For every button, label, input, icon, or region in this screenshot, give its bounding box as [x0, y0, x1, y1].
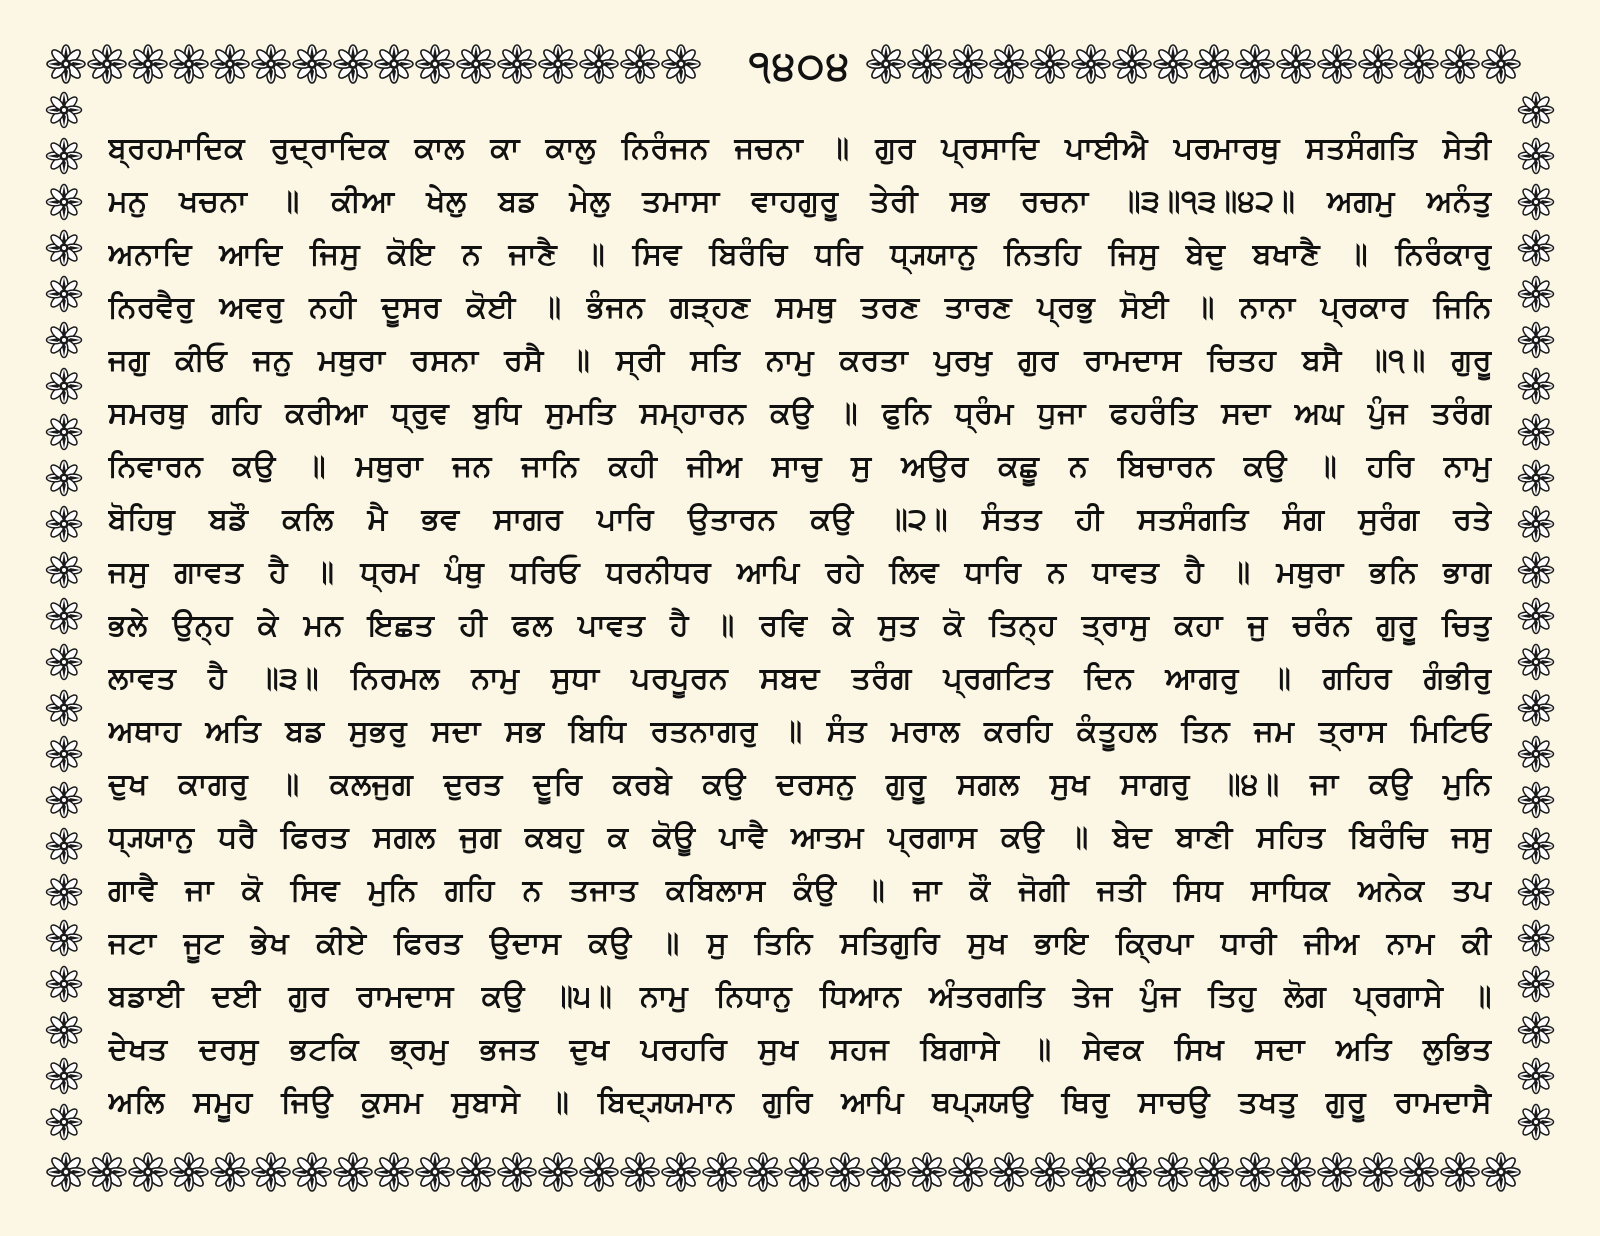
flower-ornament-icon — [1519, 93, 1554, 128]
flower-ornament-icon — [47, 1105, 82, 1140]
flower-ornament-icon — [1277, 45, 1315, 83]
flower-ornament-icon — [47, 277, 82, 312]
flower-ornament-icon — [908, 45, 946, 83]
flower-ornament-icon — [47, 691, 82, 726]
flower-ornament-icon — [47, 415, 82, 450]
flower-ornament-icon — [211, 45, 249, 83]
flower-ornament-icon — [949, 1153, 987, 1191]
flower-ornament-icon — [457, 45, 495, 83]
flower-ornament-icon — [88, 1153, 126, 1191]
text-line-9: ਜਸੁ ਗਾਵਤ ਹੈ ॥ ਧ੍ਰਮ ਪੰਥੁ ਧਰਿਓ ਧਰਨੀਧਰ ਆਪਿ ਰਹੇ ਲਿਵ ਧਾਰਿ ਨ ਧਾਵਤ ਹੈ ॥ ਮਥੁਰਾ ਭਨਿ ਭਾਗ — [108, 555, 1492, 590]
flower-ornament-icon — [88, 45, 126, 83]
flower-ornament-icon — [1277, 1153, 1315, 1191]
flower-ornament-icon — [47, 139, 82, 174]
flower-ornament-icon — [949, 45, 987, 83]
flower-ornament-icon — [498, 45, 536, 83]
flower-ornament-icon — [47, 1153, 85, 1191]
flower-ornament-icon — [1519, 645, 1554, 680]
page-number: ੧੪੦੪ — [748, 43, 852, 89]
flower-ornament-icon — [1400, 45, 1438, 83]
scripture-text — [108, 122, 1492, 1120]
flower-ornament-icon — [47, 645, 82, 680]
flower-ornament-icon — [785, 1153, 823, 1191]
flower-ornament-icon — [47, 323, 82, 358]
flower-ornament-icon — [47, 45, 85, 83]
text-line-17: ਬਡਾਈ ਦਈ ਗੁਰ ਰਾਮਦਾਸ ਕਉ ॥੫॥ ਨਾਮੁ ਨਿਧਾਨੁ ਧਿਆਨ ਅੰਤਰਗਤਿ ਤੇਜ ਪੁੰਜ ਤਿਹੁ ਲੋਗ ਪ੍ਰਗਾਸੇ ॥ — [108, 979, 1492, 1014]
flower-ornament-icon — [1236, 1153, 1274, 1191]
flower-ornament-icon — [1519, 1013, 1554, 1048]
flower-ornament-icon — [1519, 737, 1554, 772]
flower-ornament-icon — [375, 1153, 413, 1191]
flower-ornament-icon — [1113, 1153, 1151, 1191]
flower-ornament-icon — [1318, 45, 1356, 83]
flower-ornament-icon — [1113, 45, 1151, 83]
flower-ornament-icon — [293, 1153, 331, 1191]
flower-ornament-icon — [1482, 45, 1520, 83]
flower-ornament-icon — [867, 1153, 905, 1191]
flower-ornament-icon — [1519, 1059, 1554, 1094]
flower-ornament-icon — [1519, 691, 1554, 726]
flower-ornament-icon — [334, 1153, 372, 1191]
flower-ornament-icon — [539, 45, 577, 83]
flower-ornament-icon — [47, 1059, 82, 1094]
flower-ornament-icon — [47, 461, 82, 496]
flower-ornament-icon — [826, 1153, 864, 1191]
flower-ornament-icon — [1519, 139, 1554, 174]
text-line-13: ਦੁਖ ਕਾਗਰੁ ॥ ਕਲਜੁਗ ਦੁਰਤ ਦੂਰਿ ਕਰਬੇ ਕਉ ਦਰਸਨੁ ਗੁਰੂ ਸਗਲ ਸੁਖ ਸਾਗਰੁ ॥੪॥ ਜਾ ਕਉ ਮੁਨਿ — [108, 767, 1492, 802]
flower-ornament-icon — [47, 829, 82, 864]
flower-ornament-icon — [621, 45, 659, 83]
flower-ornament-icon — [867, 45, 905, 83]
flower-ornament-icon — [908, 1153, 946, 1191]
flower-ornament-icon — [416, 1153, 454, 1191]
flower-ornament-icon — [1031, 1153, 1069, 1191]
text-line-12: ਅਥਾਹ ਅਤਿ ਬਡ ਸੁਭਰੁ ਸਦਾ ਸਭ ਬਿਧਿ ਰਤਨਾਗਰੁ ॥ ਸੰਤ ਮਰਾਲ ਕਰਹਿ ਕੰਤੂਹਲ ਤਿਨ ਜਮ ਤ੍ਰਾਸ ਮਿਟਿਓ — [108, 714, 1492, 749]
flower-ornament-icon — [1519, 783, 1554, 818]
flower-ornament-icon — [1519, 415, 1554, 450]
flower-ornament-icon — [47, 783, 82, 818]
flower-ornament-icon — [1441, 45, 1479, 83]
flower-ornament-icon — [703, 1153, 741, 1191]
flower-ornament-icon — [1519, 507, 1554, 542]
flower-ornament-icon — [457, 1153, 495, 1191]
flower-ornament-icon — [416, 45, 454, 83]
flower-ornament-icon — [47, 93, 82, 128]
flower-ornament-icon — [1154, 45, 1192, 83]
flower-ornament-icon — [1519, 967, 1554, 1002]
flower-ornament-icon — [990, 45, 1028, 83]
flower-ornament-icon — [1519, 461, 1554, 496]
flower-ornament-icon — [1195, 45, 1233, 83]
text-line-3: ਅਨਾਦਿ ਆਦਿ ਜਿਸੁ ਕੋਇ ਨ ਜਾਣੈ ॥ ਸਿਵ ਬਿਰੰਚਿ ਧਰਿ ਧ੍ਯ੍ਯਾਨੁ ਨਿਤਹਿ ਜਿਸੁ ਬੇਦੁ ਬਖਾਣੈ ॥ ਨਿਰੰਕਾਰੁ — [108, 237, 1492, 272]
flower-ornament-icon — [990, 1153, 1028, 1191]
text-line-15: ਗਾਵੈ ਜਾ ਕੋ ਸਿਵ ਮੁਨਿ ਗਹਿ ਨ ਤਜਾਤ ਕਬਿਲਾਸ ਕੰਉ ॥ ਜਾ ਕੌ ਜੋਗੀ ਜਤੀ ਸਿਧ ਸਾਧਿਕ ਅਨੇਕ ਤਪ — [108, 873, 1492, 908]
flower-ornament-icon — [1441, 1153, 1479, 1191]
flower-ornament-icon — [1195, 1153, 1233, 1191]
flower-ornament-icon — [47, 875, 82, 910]
text-line-1: ਬ੍ਰਹਮਾਦਿਕ ਰੁਦ੍ਰਾਦਿਕ ਕਾਲ ਕਾ ਕਾਲੁ ਨਿਰੰਜਨ ਜਚਨਾ ॥ ਗੁਰ ਪ੍ਰਸਾਦਿ ਪਾਈਐ ਪਰਮਾਰਥੁ ਸਤਸੰਗਤਿ ਸੇਤੀ — [108, 131, 1492, 166]
flower-ornament-icon — [498, 1153, 536, 1191]
flower-ornament-icon — [47, 507, 82, 542]
text-line-16: ਜਟਾ ਜੂਟ ਭੇਖ ਕੀਏ ਫਿਰਤ ਉਦਾਸ ਕਉ ॥ ਸੁ ਤਿਨਿ ਸਤਿਗੁਰਿ ਸੁਖ ਭਾਇ ਕ੍ਰਿਪਾ ਧਾਰੀ ਜੀਅ ਨਾਮ ਕੀ — [108, 926, 1492, 961]
flower-ornament-icon — [47, 737, 82, 772]
text-line-18: ਦੇਖਤ ਦਰਸੁ ਭਟਕਿ ਭ੍ਰਮੁ ਭਜਤ ਦੁਖ ਪਰਹਰਿ ਸੁਖ ਸਹਜ ਬਿਗਾਸੇ ॥ ਸੇਵਕ ਸਿਖ ਸਦਾ ਅਤਿ ਲੁਭਿਤ — [108, 1032, 1492, 1067]
flower-ornament-icon — [375, 45, 413, 83]
flower-ornament-icon — [1519, 231, 1554, 266]
text-line-7: ਨਿਵਾਰਨ ਕਉ ॥ ਮਥੁਰਾ ਜਨ ਜਾਨਿ ਕਹੀ ਜੀਅ ਸਾਚੁ ਸੁ ਅਉਰ ਕਛੂ ਨ ਬਿਚਾਰਨ ਕਉ ॥ ਹਰਿ ਨਾਮੁ — [108, 449, 1492, 484]
flower-ornament-icon — [1236, 45, 1274, 83]
flower-ornament-icon — [1359, 1153, 1397, 1191]
text-line-8: ਬੋਹਿਥੁ ਬਡੌ ਕਲਿ ਮੈ ਭਵ ਸਾਗਰ ਪਾਰਿ ਉਤਾਰਨ ਕਉ ॥੨॥ ਸੰਤਤ ਹੀ ਸਤਸੰਗਤਿ ਸੰਗ ਸੁਰੰਗ ਰਤੇ — [108, 502, 1492, 537]
flower-ornament-icon — [1154, 1153, 1192, 1191]
text-line-4: ਨਿਰਵੈਰੁ ਅਵਰੁ ਨਹੀ ਦੂਸਰ ਕੋਈ ॥ ਭੰਜਨ ਗੜ੍ਹਣ ਸਮਥੁ ਤਰਣ ਤਾਰਣ ਪ੍ਰਭੁ ਸੋਈ ॥ ਨਾਨਾ ਪ੍ਰਕਾਰ ਜਿਨਿ — [108, 290, 1492, 325]
flower-ornament-icon — [252, 45, 290, 83]
text-line-5: ਜਗੁ ਕੀਓ ਜਨੁ ਮਥੁਰਾ ਰਸਨਾ ਰਸੈ ॥ ਸ੍ਰੀ ਸਤਿ ਨਾਮੁ ਕਰਤਾ ਪੁਰਖੁ ਗੁਰ ਰਾਮਦਾਸ ਚਿਤਹ ਬਸੈ ॥੧॥ ਗੁਰੂ — [108, 343, 1492, 378]
flower-ornament-icon — [1072, 1153, 1110, 1191]
flower-ornament-icon — [47, 553, 82, 588]
flower-ornament-icon — [580, 1153, 618, 1191]
flower-ornament-icon — [1482, 1153, 1520, 1191]
flower-ornament-icon — [1519, 369, 1554, 404]
flower-ornament-icon — [47, 921, 82, 956]
flower-ornament-icon — [1359, 45, 1397, 83]
flower-ornament-icon — [1519, 875, 1554, 910]
flower-ornament-icon — [211, 1153, 249, 1191]
flower-ornament-icon — [1519, 553, 1554, 588]
flower-ornament-icon — [1072, 45, 1110, 83]
page-number-box — [736, 36, 864, 96]
flower-ornament-icon — [47, 599, 82, 634]
flower-ornament-icon — [1519, 829, 1554, 864]
flower-ornament-icon — [1519, 277, 1554, 312]
flower-ornament-icon — [1519, 921, 1554, 956]
flower-ornament-icon — [47, 369, 82, 404]
flower-ornament-icon — [1400, 1153, 1438, 1191]
flower-ornament-icon — [47, 231, 82, 266]
text-line-11: ਲਾਵਤ ਹੈ ॥੩॥ ਨਿਰਮਲ ਨਾਮੁ ਸੁਧਾ ਪਰਪੂਰਨ ਸਬਦ ਤਰੰਗ ਪ੍ਰਗਟਿਤ ਦਿਨ ਆਗਰੁ ॥ ਗਹਿਰ ਗੰਭੀਰੁ — [108, 661, 1492, 696]
flower-ornament-icon — [47, 1013, 82, 1048]
flower-ornament-icon — [1318, 1153, 1356, 1191]
flower-ornament-icon — [1519, 1105, 1554, 1140]
flower-ornament-icon — [334, 45, 372, 83]
flower-ornament-icon — [252, 1153, 290, 1191]
flower-ornament-icon — [293, 45, 331, 83]
text-line-19: ਅਲਿ ਸਮੂਹ ਜਿਉ ਕੁਸਮ ਸੁਬਾਸੇ ॥ ਬਿਦ੍ਯ੍ਯਮਾਨ ਗੁਰਿ ਆਪਿ ਥਪ੍ਯ੍ਯਉ ਥਿਰੁ ਸਾਚਉ ਤਖਤੁ ਗੁਰੂ ਰਾਮਦਾਸੈ — [108, 1085, 1492, 1120]
flower-ornament-icon — [1031, 45, 1069, 83]
flower-ornament-icon — [129, 1153, 167, 1191]
text-line-6: ਸਮਰਥੁ ਗਹਿ ਕਰੀਆ ਧ੍ਰੁਵ ਬੁਧਿ ਸੁਮਤਿ ਸਮ੍ਹਾਰਨ ਕਉ ॥ ਫੁਨਿ ਧ੍ਰੰਮ ਧੁਜਾ ਫਹਰੰਤਿ ਸਦਾ ਅਘ ਪੁੰਜ ਤਰੰਗ — [108, 396, 1492, 431]
flower-ornament-icon — [47, 185, 82, 220]
text-line-2: ਮਨੁ ਖਚਨਾ ॥ ਕੀਆ ਖੇਲੁ ਬਡ ਮੇਲੁ ਤਮਾਸਾ ਵਾਹਗੁਰੂ ਤੇਰੀ ਸਭ ਰਚਨਾ ॥੩॥੧੩॥੪੨॥ ਅਗਮੁ ਅਨੰਤੁ — [108, 184, 1492, 219]
text-line-10: ਭਲੇ ਉਨ੍ਹ ਕੇ ਮਨ ਇਛਤ ਹੀ ਫਲ ਪਾਵਤ ਹੈ ॥ ਰਵਿ ਕੇ ਸੁਤ ਕੋ ਤਿਨ੍ਹ ਤ੍ਰਾਸੁ ਕਹਾ ਜੁ ਚਰੰਨ ਗੁਰੂ ਚਿਤੁ — [108, 608, 1492, 643]
flower-ornament-icon — [662, 45, 700, 83]
flower-ornament-icon — [170, 45, 208, 83]
flower-ornament-icon — [129, 45, 167, 83]
text-line-14: ਧ੍ਯ੍ਯਾਨੁ ਧਰੈ ਫਿਰਤ ਸਗਲ ਜੁਗ ਕਬਹੁ ਕ ਕੋਊ ਪਾਵੈ ਆਤਮ ਪ੍ਰਗਾਸ ਕਉ ॥ ਬੇਦ ਬਾਣੀ ਸਹਿਤ ਬਿਰੰਚਿ ਜਸੁ — [108, 820, 1492, 855]
flower-ornament-icon — [1519, 599, 1554, 634]
flower-ornament-icon — [621, 1153, 659, 1191]
flower-ornament-icon — [47, 967, 82, 1002]
flower-ornament-icon — [744, 1153, 782, 1191]
flower-ornament-icon — [1519, 185, 1554, 220]
flower-ornament-icon — [1519, 323, 1554, 358]
flower-ornament-icon — [170, 1153, 208, 1191]
flower-ornament-icon — [662, 1153, 700, 1191]
flower-ornament-icon — [580, 45, 618, 83]
flower-ornament-icon — [539, 1153, 577, 1191]
